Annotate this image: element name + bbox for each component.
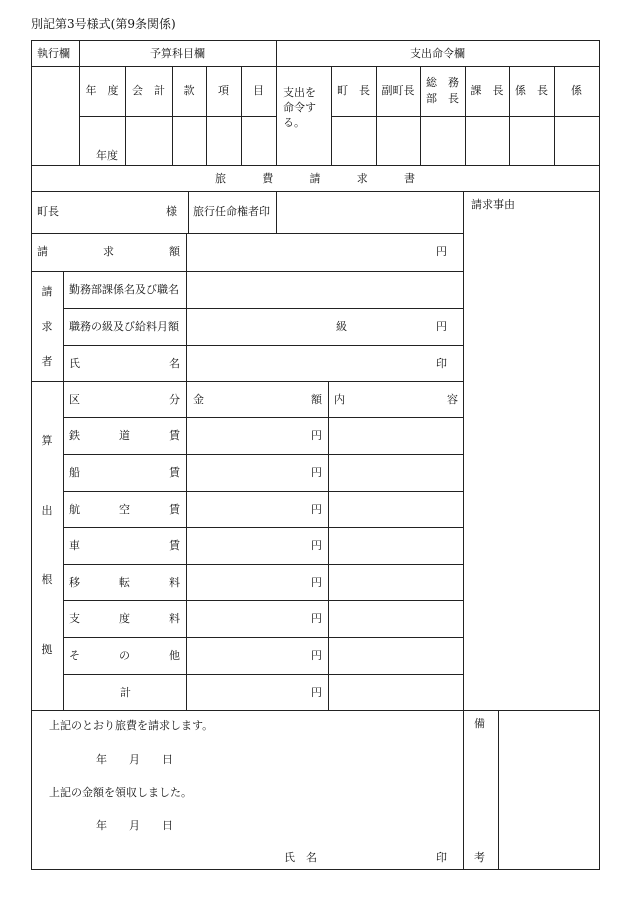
claimant-vertical-char: 請 <box>41 285 53 298</box>
remarks-label-1: 備 <box>474 717 485 730</box>
calc-vertical-char: 出 <box>41 503 53 517</box>
calc-row-label-char: 支 <box>69 612 80 625</box>
calc-row-label-char: 転 <box>119 576 130 589</box>
form-caption: 別記第3号様式(第9条関係) <box>31 17 176 31</box>
staff-label: 係 <box>571 84 582 97</box>
kan-label: 款 <box>183 84 195 97</box>
calc-row-label <box>69 540 180 551</box>
calc-row-yen: 円 <box>311 576 322 589</box>
mayor-label: 町 長 <box>337 84 370 97</box>
calc-row-label-char: 賃 <box>169 539 180 552</box>
calc-row-label <box>69 430 180 441</box>
sama-label: 様 <box>166 205 177 218</box>
kingaku-char: 額 <box>311 393 322 406</box>
calc-row-label-char: 道 <box>119 429 130 442</box>
form-title-char: 費 <box>262 172 274 185</box>
year-bottom-label: 年度 <box>96 149 118 162</box>
calc-header-kingaku <box>193 394 322 405</box>
calc-row-label-char: の <box>119 649 130 662</box>
claimant-name-char: 氏 <box>69 357 80 370</box>
claimant-vertical-char: 者 <box>41 355 53 368</box>
footer-seal: 印 <box>436 851 447 864</box>
footer-claim-text: 上記のとおり旅費を請求します。 <box>49 719 214 732</box>
calc-row-label-char: 鉄 <box>69 429 80 442</box>
calc-row-label-char: 空 <box>119 503 130 516</box>
claim-amount-char: 請 <box>37 245 48 258</box>
claimant-vertical-char: 求 <box>41 320 53 333</box>
calc-row-label <box>69 504 180 515</box>
form-title-char: 請 <box>309 172 321 185</box>
calc-row-label-char: そ <box>69 649 80 662</box>
calc-row-label-char: 料 <box>169 612 180 625</box>
claim-reason-label: 請求事由 <box>471 198 515 211</box>
form-title-char: 書 <box>404 172 415 185</box>
calc-row-label <box>120 687 134 698</box>
order-text-3: る。 <box>283 116 305 129</box>
kingaku-char: 金 <box>193 393 204 406</box>
general-manager-label-1: 総 務 <box>426 76 459 89</box>
kubun-char: 分 <box>169 393 180 406</box>
calc-row-label <box>69 467 180 478</box>
calc-row-yen: 円 <box>311 503 322 516</box>
footer-date-1: 年 月 日 <box>96 753 173 766</box>
calc-header-naiyou <box>334 394 458 405</box>
unit-chief-label: 係 長 <box>515 84 548 97</box>
account-label: 会 計 <box>132 84 165 97</box>
calc-row-label-char: 車 <box>69 539 80 552</box>
order-text-1: 支出を <box>283 86 316 99</box>
calc-row-label <box>69 650 180 661</box>
appointer-seal-label: 旅行任命権者印 <box>193 205 270 218</box>
calc-row-label-char: 移 <box>69 576 80 589</box>
claimant-seal: 印 <box>436 357 447 370</box>
footer-date-2: 年 月 日 <box>96 819 173 832</box>
calc-row-label <box>69 613 180 624</box>
claimant-name-label <box>69 358 180 369</box>
claim-amount-yen: 円 <box>436 245 447 258</box>
calc-row-yen: 円 <box>311 649 322 662</box>
order-column-label: 支出命令欄 <box>410 47 465 60</box>
order-text-2: 命令す <box>283 101 316 114</box>
budget-column-label: 予算科目欄 <box>150 47 205 60</box>
moku-label: 目 <box>253 84 264 97</box>
calc-row-yen: 円 <box>311 686 322 699</box>
form-title-char: 求 <box>356 172 368 185</box>
calc-row-yen: 円 <box>311 429 322 442</box>
calc-row-yen: 円 <box>311 612 322 625</box>
calc-row-yen: 円 <box>311 539 322 552</box>
naiyou-char: 容 <box>447 393 458 406</box>
calc-row-label-char: 計 <box>120 686 131 699</box>
general-manager-label-2: 部 長 <box>426 92 459 105</box>
calc-row-label-char: 船 <box>69 466 80 479</box>
grade-label: 職務の級及び給料月額 <box>69 320 179 333</box>
calc-vertical-char: 算 <box>41 434 53 447</box>
footer-name-label: 氏 名 <box>284 851 317 864</box>
kubun-char: 区 <box>69 393 80 406</box>
footer-receipt-text: 上記の金額を領収しました。 <box>49 786 192 799</box>
dept-label: 勤務部課係名及び職名 <box>69 283 179 296</box>
grade-kyu: 級 <box>336 320 347 333</box>
remarks-label-2: 考 <box>474 851 485 864</box>
calc-row-label-char: 賃 <box>169 503 180 516</box>
vice-mayor-label: 副町長 <box>381 84 415 97</box>
calc-row-yen: 円 <box>311 466 322 479</box>
claimant-name-char: 名 <box>169 357 180 370</box>
calc-row-label <box>69 577 180 588</box>
claim-amount-label <box>37 246 180 257</box>
calc-vertical-char: 根 <box>41 573 53 587</box>
claim-amount-char: 額 <box>169 245 180 258</box>
form-title <box>215 173 415 184</box>
calc-row-label-char: 料 <box>169 576 180 589</box>
calc-row-label-char: 度 <box>119 612 130 625</box>
year-label: 年 度 <box>85 84 119 97</box>
claim-amount-char: 求 <box>103 245 114 258</box>
naiyou-char: 内 <box>334 393 345 406</box>
grade-yen: 円 <box>436 320 447 333</box>
calc-row-label-char: 航 <box>69 503 80 516</box>
calc-header-kubun <box>69 394 180 405</box>
calc-row-label-char: 賃 <box>169 429 180 442</box>
calc-vertical-char: 拠 <box>41 643 53 656</box>
kou-label: 項 <box>218 84 229 97</box>
form-title-char: 旅 <box>215 172 226 185</box>
exec-column-label: 執行欄 <box>37 47 70 60</box>
section-chief-label: 課 長 <box>470 84 504 97</box>
calc-row-label-char: 他 <box>169 649 180 662</box>
calc-row-label-char: 賃 <box>169 466 180 479</box>
addressee-label: 町長 <box>37 205 59 218</box>
